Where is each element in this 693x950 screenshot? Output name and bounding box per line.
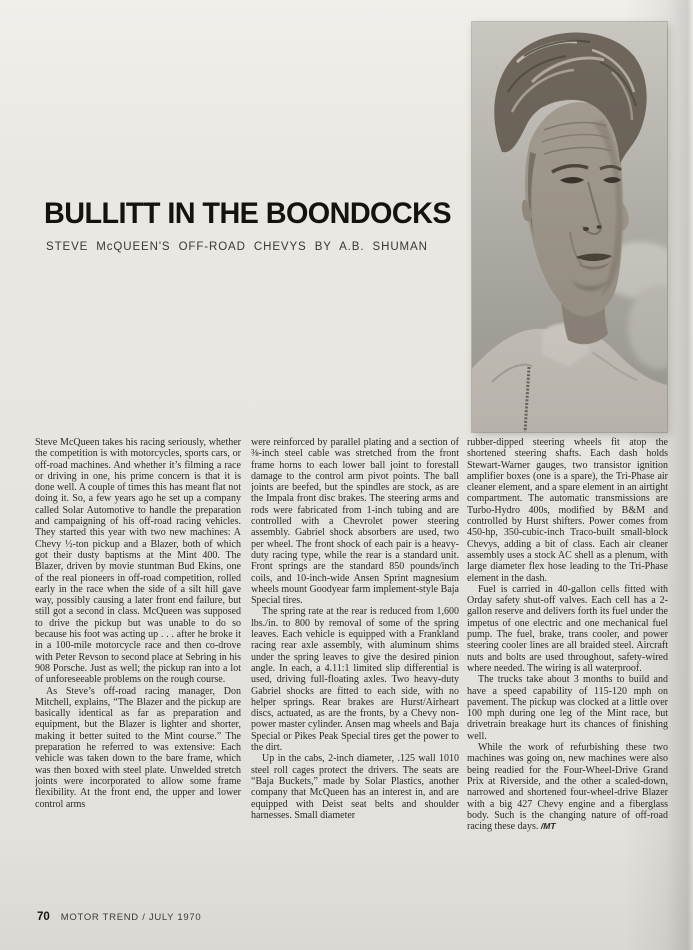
article-paragraph: were reinforced by parallel plating and a section of ⅜-inch steel cable was stretched from the front frame horns to each lower ball joint to forestall damage to the control arm pivot points. The ball joints are beefed, but the spindles are stock, as are the Impala front disc brakes. The steering arms and rods were fabricated from 1-inch tubing and are controlled with a Chevrolet power steering assembly. Gabriel shock absorbers are used, two per wheel. The front shock of each pair is a heavy-duty racing type, while the rear is a standard unit. Front springs are the standard 850 pounds/inch coils, and 10-inch-wide Ansen Sprint magnesium wheels mount Goodyear farm implement-style Baja Special tires. bbox=[251, 437, 459, 607]
article-column-2 bbox=[251, 437, 459, 909]
page-number: 70 bbox=[37, 911, 50, 923]
portrait-illustration bbox=[472, 22, 667, 432]
article-column-1 bbox=[35, 437, 241, 909]
article-paragraph: Fuel is carried in 40-gallon cells fitted with Orday safety shut-off valves. Each cell has a 2-gallon reserve and delivers forth its fuel under the impetus of one electric and one mechanical fuel pump. The fuel, brake, trans cooler, and power steering cooler lines are all braided steel. Aircraft nuts and bolts are used throughout, safety-wired where needed. The wiring is all waterproof. bbox=[467, 583, 668, 674]
article-paragraph: Steve McQueen takes his racing seriously, whether the competition is with motorcycles, sports cars, or off-road machines. And whether it’s filming a race or driving in one, his prime concern is that it is done well. A couple of times this has meant flat not doing it. So, a few years ago he set up a company called Solar Automotive to handle the preparation and campaigning of his off-road racing vehicles. They started this year with two new machines: A Chevy ½-ton pickup and a Blazer, both of which got their dusty baptisms at the Mint 400. The Blazer, driven by movie stuntman Bud Ekins, one of the real pioneers in off-road competition, rolled early in the race when the side of a silt hill gave way, possibly causing a later front end failure, but still got a second in class. McQueen was supposed to drive the pickup but was unable to do so because his foot was acting up . . . after he broke it in a 100-mile motorcycle race and then co-drove with Peter Revson to second place at Sebring in his 908 Porsche. Just as well; the pickup ran into a lot of unforeseeable problems on the rough course. bbox=[35, 437, 241, 686]
steve-mcqueen-photo bbox=[472, 22, 667, 432]
article-paragraph: As Steve’s off-road racing manager, Don Mitchell, explains, “The Blazer and the pickup are basically identical as far as preparation and equipment, but the Blazer is lighter and shorter, making it better suited to the Mint course.” The preparation he referred to was extensive: Each vehicle was taken down to the bare frame, which was then boxed with steel plate. Unwelded stretch joints were incorporated to allow some frame flexibility. At the front end, the upper and lower control arms bbox=[35, 685, 241, 810]
page-footer bbox=[37, 907, 201, 925]
article-paragraph: The spring rate at the rear is reduced from 1,600 lbs./in. to 800 by removal of some of the spring leaves. Each vehicle is equipped with a Frankland racing rear axle assembly, with aluminum shims under the spring leaves to give the desired pinion angle. In each, a 4.11:1 limited slip differential is used, driving full-floating axles. Two heavy-duty Gabriel shocks are fitted to each side, with no helper springs. Rear brakes are Hurst/Airheart discs, actuated, as are the fronts, by a Chevy non-power master cylinder. Ansen mag wheels and Baja Special or Pikes Peak Special tires get the power to the dirt. bbox=[251, 606, 459, 754]
magazine-date: MOTOR TREND / JULY 1970 bbox=[60, 912, 202, 923]
article-paragraph: Up in the cabs, 2-inch diameter, .125 wall 1010 steel roll cages protect the drivers. The seats are “Baja Buckets,” made by Solar Plastics, another company that McQueen has an interest in, and are equipped with Deist seat belts and shoulder harnesses. Small diameter bbox=[251, 753, 459, 821]
article-column-3 bbox=[467, 437, 668, 909]
article-title: BULLITT IN THE BOONDOCKS bbox=[44, 197, 451, 230]
article-byline: STEVE McQUEEN'S OFF-ROAD CHEVYS BY A.B. SHUMAN bbox=[46, 241, 428, 253]
article-paragraph: rubber-dipped steering wheels fit atop the shortened steering shafts. Each dash holds Stewart-Warner gauges, two transistor ignition amplifier boxes (one is a spare), the Tri-Phase air cleaner element, and a spare element in an airtight compartment. The automatic transmissions are Turbo-Hydro 400s, modified by B&M and controlled by Hurst shifters. Power comes from 450-hp, 350-cubic-inch Traco-built small-block Chevys, adding a bit of class. Each air cleaner assembly uses a stock AC shell as a plenum, with large diameter flex hose leading to the Tri-Phase element in the dash. bbox=[467, 437, 668, 584]
mt-signoff: /MT bbox=[540, 821, 556, 832]
article-paragraph bbox=[467, 742, 668, 832]
article-paragraph: The trucks take about 3 months to build and have a speed capability of 115-120 mph on pavement. The pickup was clocked at a little over 100 mph during one leg of the Mint race, but drivetrain breakage hurt its chances of finishing well. bbox=[467, 674, 668, 742]
article-paragraph-text: While the work of refurbishing these two machines was going on, new machines were also being readied for the Four-Wheel-Drive Grand Prix at Riverside, and the other a scaled-down, narrowed and shortened four-wheel-drive Blazer with a big 427 Chevy engine and a fiberglass body. Such is the changing nature of off-road racing these days. bbox=[467, 742, 668, 833]
